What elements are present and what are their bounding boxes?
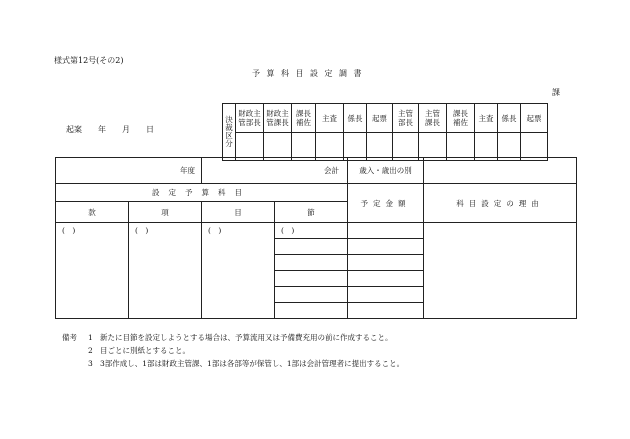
kingaku-field[interactable]: [348, 255, 424, 271]
setsu-field[interactable]: [275, 303, 348, 319]
setsu-field[interactable]: [275, 239, 348, 255]
notes-label: 備考: [62, 333, 77, 342]
setsu-header: 節: [275, 202, 348, 223]
nendo-cell[interactable]: [56, 158, 202, 184]
kan-paren: ( ): [62, 226, 76, 235]
kingaku-field[interactable]: [348, 271, 424, 287]
approval-header: 起票: [367, 104, 393, 133]
note-number: 2: [88, 346, 93, 355]
settei-kamoku-header: 設定予算科目: [56, 184, 348, 202]
kingaku-field[interactable]: [348, 287, 424, 303]
approval-header: 課長 補佐: [292, 104, 316, 133]
approval-header: 主査: [475, 104, 498, 133]
moku-paren: ( ): [208, 226, 222, 235]
section-ka-label: 課: [552, 88, 560, 97]
setsu-field[interactable]: [275, 255, 348, 271]
note-item: [62, 331, 404, 344]
note-text: 新たに目節を設定しようとする場合は、予算流用又は予備費充用の前に作成すること。: [100, 333, 393, 342]
sainyu-sashutsu-field[interactable]: [424, 158, 577, 184]
kaikei-cell[interactable]: [202, 158, 348, 184]
approval-side-label: 決 裁 区 分: [223, 104, 236, 161]
approval-header: 財政主 管課長: [264, 104, 292, 133]
kou-header: 項: [129, 202, 202, 223]
form-number: 様式第12号(その2): [54, 56, 124, 65]
budget-item-table: [55, 157, 577, 319]
approval-header: 係長: [498, 104, 521, 133]
note-text: 目ごとに別紙とすること。: [100, 346, 190, 355]
riyu-field[interactable]: [424, 223, 577, 319]
approval-header: 主査: [316, 104, 344, 133]
approval-header: 主管 課長: [419, 104, 447, 133]
note-number: 3: [88, 359, 93, 368]
note-item: [62, 357, 404, 370]
approval-stamp-table: [222, 103, 548, 161]
approval-header: 課長 補佐: [447, 104, 475, 133]
note-text: 3部作成し、1部は財政主管課、1部は各部等が保管し、1部は会計管理者に提出すること。: [100, 359, 405, 368]
yotei-kingaku-header: 予定金額: [348, 184, 424, 223]
approval-header: 主管 部長: [393, 104, 419, 133]
kan-field[interactable]: [56, 223, 129, 319]
setsu-paren: ( ): [281, 226, 295, 235]
kingaku-field[interactable]: [348, 239, 424, 255]
approval-header: 財政主 管部長: [236, 104, 264, 133]
moku-header: 目: [202, 202, 275, 223]
setsu-field[interactable]: [275, 287, 348, 303]
kingaku-field[interactable]: [348, 303, 424, 319]
notes-section: [62, 331, 404, 370]
nendo-label: 年度: [180, 166, 195, 175]
kingaku-field[interactable]: [348, 223, 424, 239]
approval-header: 係長: [344, 104, 367, 133]
kan-header: 款: [56, 202, 129, 223]
setsu-field[interactable]: [275, 271, 348, 287]
note-item: [62, 344, 404, 357]
note-number: 1: [88, 333, 93, 342]
kou-field[interactable]: [129, 223, 202, 319]
riyu-header: 科目設定の理由: [424, 184, 577, 223]
kaikei-label: 会計: [324, 166, 339, 175]
approval-header: 起票: [521, 104, 548, 133]
page-title: 予算科目設定調書: [252, 69, 368, 78]
sainyu-sashutsu-label: 歳入・歳出の別: [348, 158, 424, 184]
kian-date-label: 起案 年 月 日: [66, 125, 154, 134]
kou-paren: ( ): [135, 226, 149, 235]
moku-field[interactable]: [202, 223, 275, 319]
setsu-field[interactable]: [275, 223, 348, 239]
